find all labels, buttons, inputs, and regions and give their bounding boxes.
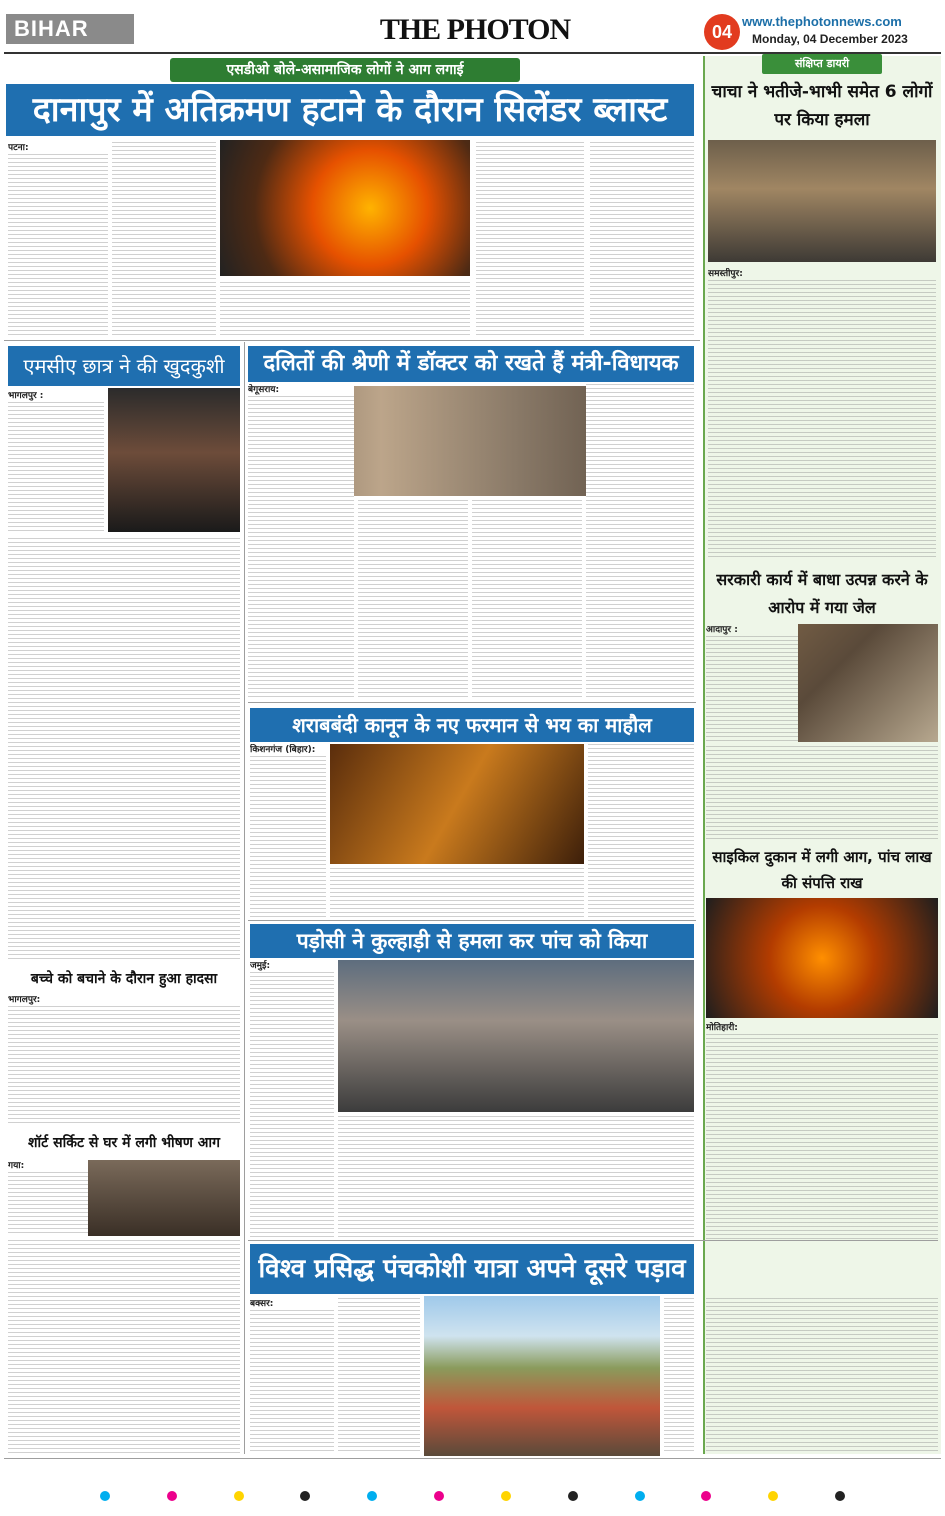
short-circuit-text xyxy=(8,1240,240,1454)
section-label: BIHAR xyxy=(6,14,134,44)
cyan-mark xyxy=(100,1491,110,1501)
sidebar-text-lines xyxy=(708,280,936,560)
cyan-mark xyxy=(367,1491,377,1501)
yellow-mark xyxy=(768,1491,778,1501)
child-story-text xyxy=(8,1006,240,1126)
main-story-text xyxy=(590,142,694,338)
main-story-headline: दानापुर में अतिक्रमण हटाने के दौरान सिलेंडर ब्लास्ट xyxy=(6,84,694,136)
yatra-story-text xyxy=(664,1298,694,1454)
dalit-story-text xyxy=(248,396,354,698)
black-mark xyxy=(300,1491,310,1501)
child-story-dateline: भागलपुर: xyxy=(8,995,41,1005)
sidebar-tag: संक्षिप्त डायरी xyxy=(762,54,882,74)
cyan-mark xyxy=(635,1491,645,1501)
row-divider xyxy=(4,340,700,341)
liquor-story-column-1 xyxy=(250,744,326,920)
dalit-story-headline: दलितों की श्रेणी में डॉक्टर को रखते हैं मंत्री-विधायक xyxy=(248,346,694,382)
axe-story-headline: पड़ोसी ने कुल्हाड़ी से हमला कर पांच को किया xyxy=(250,924,694,958)
dalit-story-dateline: बेगूसराय: xyxy=(248,385,280,395)
dalit-story-column-2 xyxy=(358,500,468,698)
sidebar-headline-2: सरकारी कार्य में बाधा उत्पन्न करने के आरोप में गया जेल xyxy=(716,570,928,617)
student-story-dateline: भागलपुर : xyxy=(8,391,44,401)
sidebar-story-2-dateline: आदापुर : xyxy=(706,625,738,635)
student-story-body xyxy=(8,538,240,960)
short-circuit-text xyxy=(8,1172,88,1236)
axe-story-text xyxy=(338,1116,694,1238)
liquor-story-text xyxy=(588,744,694,920)
black-mark xyxy=(835,1491,845,1501)
magenta-mark xyxy=(167,1491,177,1501)
column-divider xyxy=(244,342,245,1454)
page-bottom-rule xyxy=(4,1458,941,1459)
dalit-story-column-3 xyxy=(472,500,582,698)
yatra-story-column-1 xyxy=(250,1298,334,1454)
liquor-story-dateline: किशनगंज (बिहार): xyxy=(250,745,316,755)
student-story-column-1 xyxy=(8,390,104,534)
sidebar-text-lines xyxy=(706,1034,938,1240)
yellow-mark xyxy=(234,1491,244,1501)
yatra-story-headline: विश्व प्रसिद्ध पंचकोशी यात्रा अपने दूसरे पड़ाव xyxy=(250,1244,694,1294)
magenta-mark xyxy=(434,1491,444,1501)
sidebar-story-1-text xyxy=(708,268,936,560)
main-story-column-3 xyxy=(220,282,470,338)
newspaper-title: THE PHOTON xyxy=(379,13,571,46)
row-divider xyxy=(248,920,696,921)
sidebar-story-2-column xyxy=(706,624,798,742)
student-photo xyxy=(108,388,240,532)
main-story-text xyxy=(220,282,470,338)
dalit-story-text xyxy=(472,500,582,698)
short-circuit-column-1 xyxy=(8,1160,88,1236)
yatra-fair-photo xyxy=(424,1296,660,1456)
main-story-column-5 xyxy=(590,142,694,338)
injured-family-photo xyxy=(708,140,936,262)
sidebar-story-2-text xyxy=(706,746,938,840)
row-divider xyxy=(248,702,696,703)
yatra-story-text xyxy=(338,1298,420,1454)
page-number-badge: 04 xyxy=(704,14,740,50)
yellow-mark xyxy=(501,1491,511,1501)
liquor-story-column-3 xyxy=(588,744,694,920)
sidebar-story-1-dateline: समस्तीपुर: xyxy=(708,269,743,279)
magenta-mark xyxy=(701,1491,711,1501)
website-link[interactable]: www.thephotonnews.com xyxy=(742,14,902,29)
child-story-headline: बच्चे को बचाने के दौरान हुआ हादसा xyxy=(30,971,218,987)
main-story-text xyxy=(476,142,584,338)
dalit-story-text xyxy=(586,384,694,698)
sidebar-headline-1: चाचा ने भतीजे-भाभी समेत 6 लोगों पर किया हमला xyxy=(711,82,933,130)
main-story-text xyxy=(112,142,216,338)
row-divider xyxy=(248,1240,938,1241)
sidebar-text-lines xyxy=(706,746,938,840)
yatra-story-column-3 xyxy=(664,1298,694,1454)
sidebar-story-3-dateline: मोतिहारी: xyxy=(706,1023,738,1033)
student-story-text xyxy=(8,538,240,960)
short-circuit-headline: शॉर्ट सर्किट से घर में लगी भीषण आग xyxy=(28,1135,220,1151)
axe-story-text xyxy=(250,972,334,1238)
yatra-story-column-2 xyxy=(338,1298,420,1454)
sidebar-headline-3: साइकिल दुकान में लगी आग, पांच लाख की संपत्ति राख xyxy=(712,848,932,892)
yatra-story-text xyxy=(706,1298,938,1454)
sidebar-story-3-text xyxy=(706,1022,938,1240)
main-story-column-4 xyxy=(476,142,584,338)
issue-date: Monday, 04 December 2023 xyxy=(752,32,908,46)
dalit-story-text xyxy=(358,500,468,698)
student-story-text xyxy=(8,402,104,534)
yatra-story-text xyxy=(250,1310,334,1454)
main-story-column-2 xyxy=(112,142,216,338)
liquor-story-text xyxy=(250,756,326,920)
shop-fire-photo xyxy=(706,898,938,1018)
yatra-story-column-4 xyxy=(706,1298,938,1454)
liquor-story-headline: शराबबंदी कानून के नए फरमान से भय का माहौल xyxy=(250,708,694,742)
injured-victims-photo xyxy=(338,960,694,1112)
student-story-headline: एमसीए छात्र ने की खुदकुशी xyxy=(8,346,240,386)
main-story-text xyxy=(8,154,108,338)
child-story-body xyxy=(8,994,240,1126)
yatra-story-dateline: बक्सर: xyxy=(250,1299,274,1309)
short-circuit-dateline: गया: xyxy=(8,1161,25,1171)
black-mark xyxy=(568,1491,578,1501)
axe-story-column-1 xyxy=(250,960,334,1238)
main-story-kicker: एसडीओ बोले-असामाजिक लोगों ने आग लगाई xyxy=(170,58,520,82)
dalit-story-column-1 xyxy=(248,384,354,698)
sidebar-text-lines xyxy=(706,636,798,742)
liquor-story-column-2 xyxy=(330,868,584,920)
liquor-story-text xyxy=(330,868,584,920)
liquor-bottles-photo xyxy=(330,744,584,864)
axe-story-column-2 xyxy=(338,1116,694,1238)
short-circuit-body xyxy=(8,1240,240,1454)
fire-photo xyxy=(220,140,470,276)
print-color-marks xyxy=(100,1490,845,1502)
main-story-column-1 xyxy=(8,142,108,338)
main-story-dateline: पटना: xyxy=(8,143,29,153)
dalit-story-column-4 xyxy=(586,384,694,698)
axe-story-dateline: जमुई: xyxy=(250,961,271,971)
